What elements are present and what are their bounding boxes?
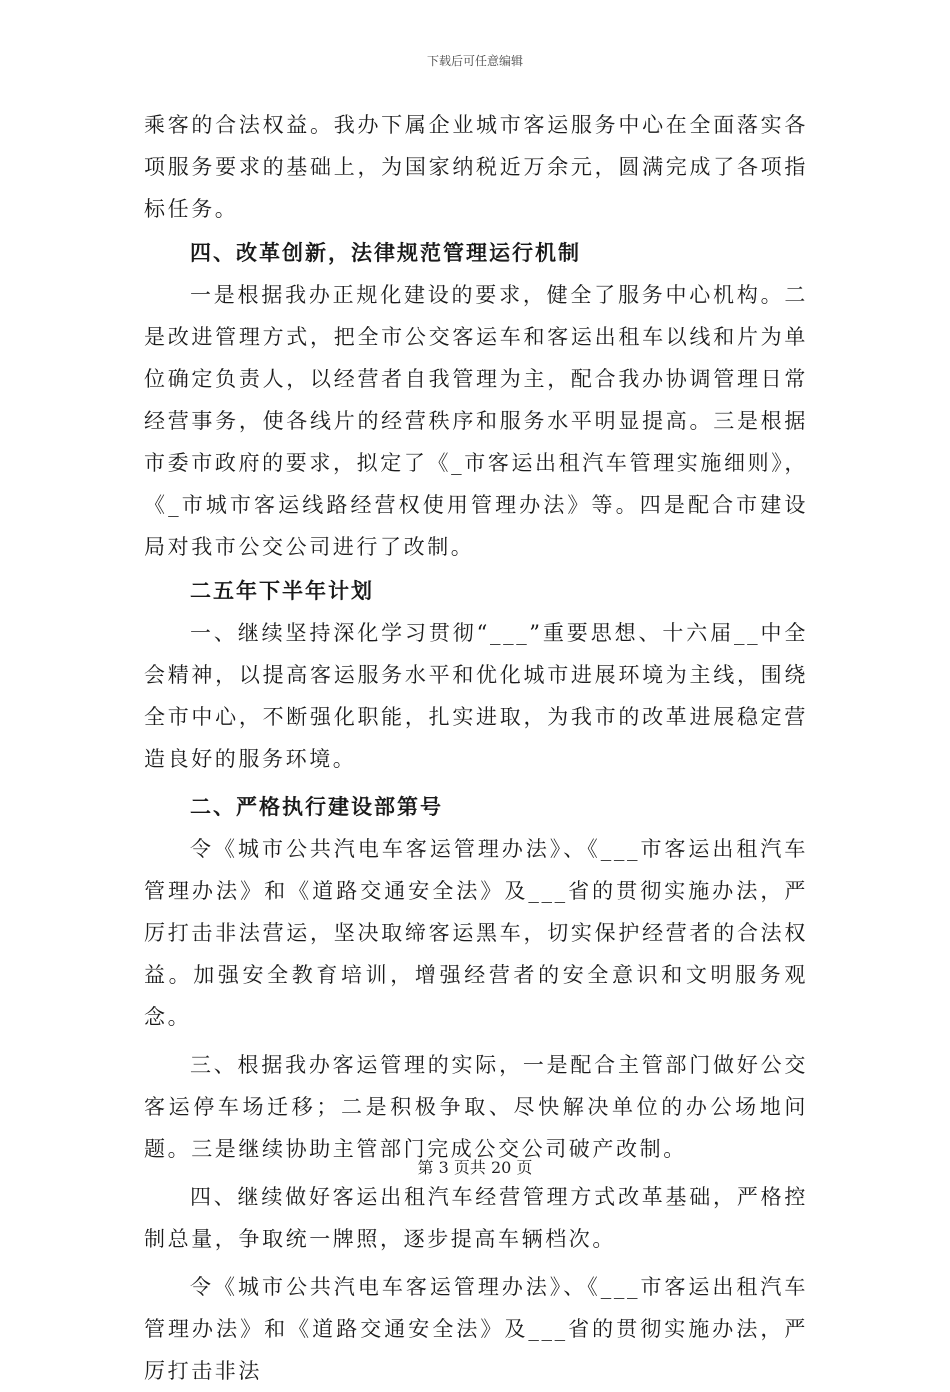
section-heading-plan: 二五年下半年计划 bbox=[190, 578, 374, 603]
paragraph-plan-item-1: 一、继续坚持深化学习贯彻“___”重要思想、十六届__中全会精神，以提高客运服务水平和优化城市进展环境为主线，围绕全市中心，不断强化职能，扎实进取，为我市的改革进展稳定营造良好的服务环境。 bbox=[144, 621, 808, 771]
paragraph-plan-item-3: 三、根据我办客运管理的实际，一是配合主管部门做好公交客运停车场迁移；二是积极争取、尽快解决单位的办公场地问题。三是继续协助主管部门完成公交公司破产改制。 bbox=[144, 1053, 808, 1161]
section-heading-plan-item-2: 二、严格执行建设部第号 bbox=[190, 794, 443, 819]
section-heading-reform: 四、改革创新，法律规范管理运行机制 bbox=[190, 240, 581, 265]
paragraph-plan-item-4: 四、继续做好客运出租汽车经营管理方式改革基础，严格控制总量，争取统一牌照，逐步提高车辆档次。 bbox=[144, 1185, 808, 1251]
page-number: 第 3 页共 20 页 bbox=[417, 1158, 533, 1177]
paragraph-repeat-order: 令《城市公共汽电车客运管理办法》、《___市客运出租汽车管理办法》和《道路交通安全法》及___省的贯彻实施办法，严厉打击非法 bbox=[144, 1275, 808, 1383]
header-note: 下载后可任意编辑 bbox=[426, 54, 523, 68]
paragraph-reform-details: 一是根据我办正规化建设的要求，健全了服务中心机构。二是改进管理方式，把全市公交客运车和客运出租车以线和片为单位确定负责人，以经营者自我管理为主，配合我办协调管理日常经营事务，使各线片的经营秩序和服务水平明显提高。三是根据市委市政府的要求，拟定了《_市客运出租汽车管理实施细则》，《_市城市客运线路经营权使用管理办法》等。四是配合市建设局对我市公交公司进行了改制。 bbox=[144, 283, 808, 559]
paragraph-plan-item-2: 令《城市公共汽电车客运管理办法》、《___市客运出租汽车管理办法》和《道路交通安全法》及___省的贯彻实施办法，严厉打击非法营运，坚决取缔客运黑车，切实保护经营者的合法权益。加强安全教育培训，增强经营者的安全意识和文明服务观念。 bbox=[144, 837, 808, 1029]
document-body bbox=[144, 104, 808, 1392]
paragraph-continuation: 乘客的合法权益。我办下属企业城市客运服务中心在全面落实各项服务要求的基础上，为国家纳税近万余元，圆满完成了各项指标任务。 bbox=[144, 113, 808, 221]
